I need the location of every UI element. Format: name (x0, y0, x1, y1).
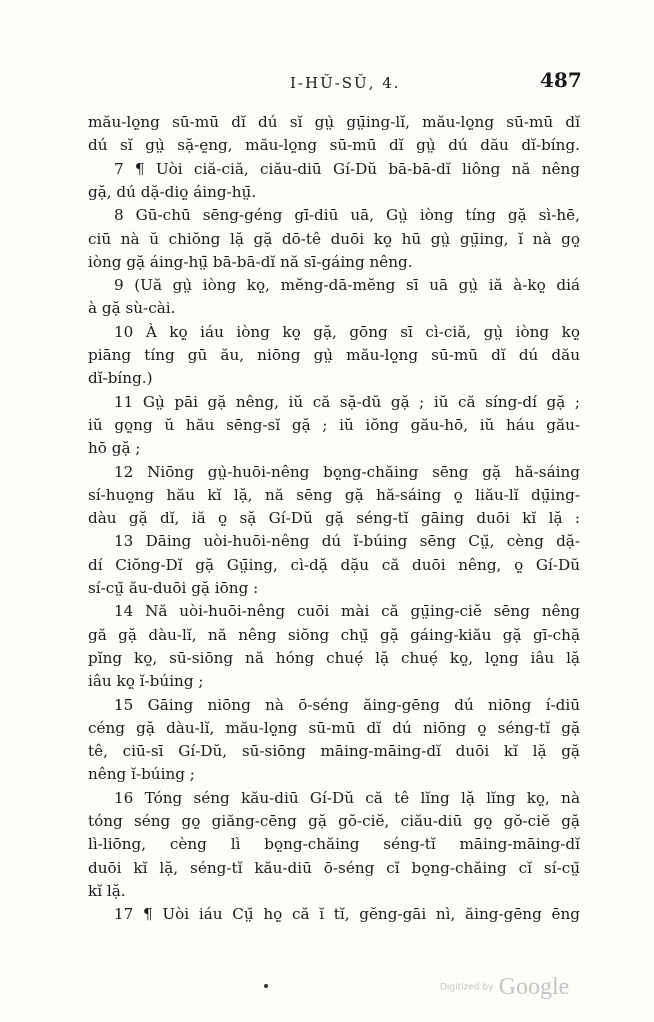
text-line: tóng séng gọ̤ giăng-cēng gặ gŏ-ciĕ, ciău-diū gọ̤ gŏ-ciĕ gặ (88, 812, 580, 830)
text-line: piāng tíng gū ău, niōng gṳ̀ mău-lọ̤ng sū-mū dĭ dú dău (88, 346, 580, 364)
text-line: iŭ gọ̤ng ŭ hău sēng-sĭ gặ ; iŭ iŏng gău-hō, iŭ háu gău- (88, 415, 580, 434)
text-line: 13 Dāing uòi-huōi-nêng dú ĭ-búing sēng Cṳ̆, cèng dặ- (114, 532, 580, 551)
text-line: pĭng kọ̤, sū-siōng nă hóng chuẹ́ lặ chuẹ́ kọ̤, lọ̤ng iâu lặ (88, 648, 580, 667)
text-line: mău-lọ̤ng sū-mū dĭ dú sĭ gṳ̀ gṳ̄ing-lĭ, mău-lọ̤ng sū-mū dĭ (88, 113, 580, 131)
text-line: nêng ĭ-búing ; (88, 765, 195, 784)
text-line: 17 ¶ Uòi iáu Cṳ̆ họ̤ că ĭ tĭ, gĕng-gāi nì, ăing-gēng ēng (114, 905, 580, 924)
watermark-prefix: Digitized by (440, 982, 494, 993)
text-line: lì-liōng, cèng lì bọ̤ng-chăing séng-tĭ māing-māing-dĭ (88, 835, 580, 854)
text-line: dĭ-bíng.) (88, 369, 153, 388)
running-head: I-HŬ-SŬ, 4. (290, 74, 401, 92)
text-line: ciū nà ŭ chiŏng lặ gặ dō-tê duōi kọ̤ hū gṳ̀ gṳ̄ing, ĭ nà gọ̤ (88, 229, 580, 248)
text-line: iòng gặ áing-hṳ̄ bā-bā-dĭ nă sī-gáing nêng. (88, 252, 413, 271)
text-line: dàu gặ dĭ, iă ọ̤ sặ Gí-Dŭ gặ séng-tĭ gāing duōi kĭ lặ : (88, 509, 580, 528)
text-line: gặ, dú dặ-diọ̤ áing-hṳ̄. (88, 182, 257, 201)
text-line: dú sĭ gṳ̀ sặ-ẹ̤ng, mău-lọ̤ng sū-mū dĭ gṳ̀ dú dău dĭ-bíng. (88, 136, 580, 155)
text-line: à gặ sù-cài. (88, 299, 176, 318)
text-line: 9 (Uă gṳ̀ iòng kọ̤, mĕng-dā-mĕng sī uā gṳ̀ iă à-kọ̤ diá (114, 276, 580, 295)
text-line: iâu kọ̤ ĭ-búing ; (88, 672, 204, 691)
text-line: dí Ciŏng-Dĭ gặ Gṳ̄ing, cì-dặ dặu că duōi nêng, ọ̤ Gí-Dŭ (88, 555, 580, 574)
text-line: duōi kĭ lặ, séng-tĭ kău-diū ō-séng cĭ bọ̤ng-chăing cĭ sí-cṳ̆ (88, 858, 580, 877)
google-logo: Google (498, 974, 570, 1000)
page-number: 487 (540, 68, 582, 92)
text-line: 16 Tóng séng kău-diū Gí-Dŭ că tê lĭng lặ lĭng kọ̤, nà (114, 788, 580, 807)
text-line: hō gặ ; (88, 439, 141, 458)
text-line: sí-cṳ̆ ău-duōi gặ iōng : (88, 579, 259, 597)
footer-dot (264, 984, 268, 988)
text-line: 11 Gṳ̀ pāi gặ nêng, iŭ că sặ-dŭ gặ ; iŭ că síng-dí gặ ; (114, 392, 580, 411)
text-line: 14 Nă uòi-huōi-nêng cuōi mài că gṳ̄ing-ciĕ sēng nêng (114, 602, 580, 621)
text-line: 8 Gū-chū sēng-géng gī-diū uā, Gṳ̀ iòng tíng gặ sì-hē, (114, 206, 580, 225)
google-watermark (440, 974, 569, 1001)
text-line: 7 ¶ Uòi ciă-ciă, ciău-diū Gí-Dŭ bā-bā-dĭ liông nă nêng (114, 159, 580, 178)
text-line: céng gặ dàu-lĭ, mău-lọ̤ng sū-mū dĭ dú niōng ọ̤ séng-tĭ gặ (88, 718, 580, 737)
text-line: gă gặ dàu-lĭ, nă nêng siŏng chṳ̆ gặ gáing-kiău gặ gī-chặ (88, 625, 580, 644)
text-line: 12 Niōng gṳ̀-huōi-nêng bọ̤ng-chăing sēng gặ hă-sáing (114, 462, 580, 481)
text-line: 10 À kọ̤ iáu iòng kọ̤ gặ, gōng sī cì-ciă, gṳ̀ iòng kọ̤ (114, 322, 580, 341)
text-line: sí-huọ̤ng hău kĭ lặ, nă sēng gặ hă-sáing ọ̤ liău-lĭ dṳ̄ing- (88, 485, 580, 504)
page-header (0, 68, 654, 98)
text-line: tê, ciū-sī Gí-Dŭ, sū-siōng māing-māing-dĭ duōi kĭ lặ gặ (88, 742, 580, 761)
text-line: 15 Gāing niōng nà ō-séng ăing-gēng dú niōng í-diū (114, 695, 580, 714)
text-line: kĭ lặ. (88, 881, 126, 900)
